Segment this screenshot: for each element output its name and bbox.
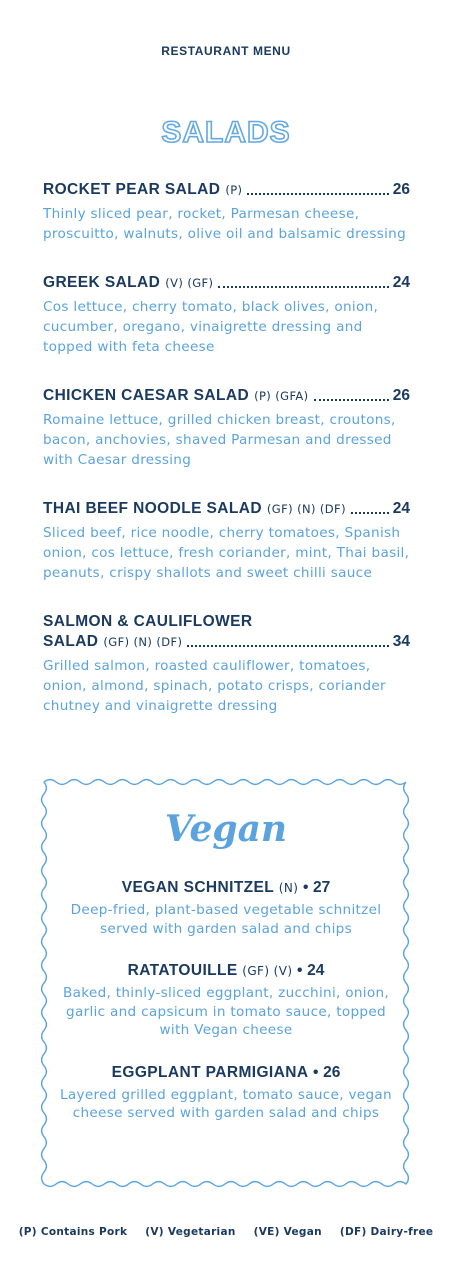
item-name: THAI BEEF NOODLE SALAD <box>43 500 262 517</box>
item-description: Sliced beef, rice noodle, cherry tomatoes, Spanish onion, cos lettuce, fresh coriander, mint, Thai basil, peanuts, crispy shallots and sweet chilli sauce <box>43 525 410 581</box>
item-tags: (P) (GFA) <box>254 389 309 403</box>
item-description: Thinly sliced pear, rocket, Parmesan cheese, proscuitto, walnuts, olive oil and balsamic dressing <box>43 206 407 242</box>
menu-item <box>43 386 410 470</box>
menu-item <box>43 273 410 357</box>
item-description: Cos lettuce, cherry tomato, black olives, onion, cucumber, oregano, vinaigrette dressing and topped with feta cheese <box>43 299 379 355</box>
item-description: Deep-fried, plant-based vegetable schnitzel served with garden salad and chips <box>70 902 382 937</box>
item-name: RATATOUILLE <box>127 962 238 979</box>
menu-item <box>60 1063 392 1123</box>
legend-item: (VE) Vegan <box>253 1226 322 1238</box>
item-description: Layered grilled eggplant, tomato sauce, vegan cheese served with garden salad and chips <box>60 1086 392 1121</box>
dot-leader <box>314 399 389 401</box>
price-separator: • <box>302 879 309 896</box>
item-price: 26 <box>323 1063 341 1081</box>
item-description: Grilled salmon, roasted cauliflower, tomatoes, onion, almond, spinach, potato crisps, coriander chutney and vinaigrette dressing <box>43 658 386 714</box>
menu-header: RESTAURANT MENU <box>161 44 291 58</box>
legend-item: (P) Contains Pork <box>18 1226 128 1238</box>
item-price: 24 <box>392 500 410 517</box>
item-price: 26 <box>392 181 410 198</box>
item-price: 24 <box>307 962 325 979</box>
item-name: VEGAN SCHNITZEL <box>121 879 275 896</box>
price-separator: • <box>313 1063 319 1081</box>
dot-leader <box>351 512 389 514</box>
item-tags: (V) (GF) <box>165 276 214 290</box>
item-tags: (N) <box>278 881 299 895</box>
salads-list <box>43 180 410 745</box>
item-name: CHICKEN CAESAR SALAD <box>43 387 250 404</box>
dot-leader <box>218 286 388 288</box>
item-tags: (GF) (V) <box>242 964 293 978</box>
vegan-section-title: Vegan <box>164 808 288 850</box>
item-price: 26 <box>392 387 410 404</box>
item-tags: (P) <box>225 183 243 197</box>
menu-item <box>60 878 392 938</box>
item-name: GREEK SALAD <box>43 274 161 291</box>
dot-leader <box>247 193 388 195</box>
item-price: 34 <box>392 633 410 650</box>
item-name: SALAD <box>43 633 99 650</box>
item-price: 27 <box>312 879 331 896</box>
item-name-line1: SALMON & CAULIFLOWER <box>43 613 253 630</box>
menu-item <box>43 612 410 716</box>
item-name: EGGPLANT PARMIGIANA <box>111 1063 309 1081</box>
price-separator: • <box>297 962 303 979</box>
menu-item <box>43 499 410 583</box>
item-name: ROCKET PEAR SALAD <box>43 181 221 198</box>
legend-item: (V) Vegetarian <box>145 1226 236 1238</box>
item-description: Romaine lettuce, grilled chicken breast, croutons, bacon, anchovies, shaved Parmesan and dressed with Caesar dressing <box>43 412 396 468</box>
menu-item <box>60 961 392 1040</box>
menu-item <box>43 180 410 244</box>
vegan-list <box>60 878 392 1146</box>
dietary-legend <box>0 1226 452 1238</box>
item-description: Baked, thinly-sliced eggplant, zucchini, onion, garlic and capsicum in tomato sauce, topped with Vegan cheese <box>62 985 390 1038</box>
dot-leader <box>187 645 388 647</box>
item-tags: (GF) (N) (DF) <box>103 635 183 649</box>
item-price: 24 <box>392 274 410 291</box>
item-tags: (GF) (N) (DF) <box>266 502 346 516</box>
salads-section-title: SALADS <box>161 116 291 149</box>
legend-item: (DF) Dairy-free <box>339 1226 434 1238</box>
